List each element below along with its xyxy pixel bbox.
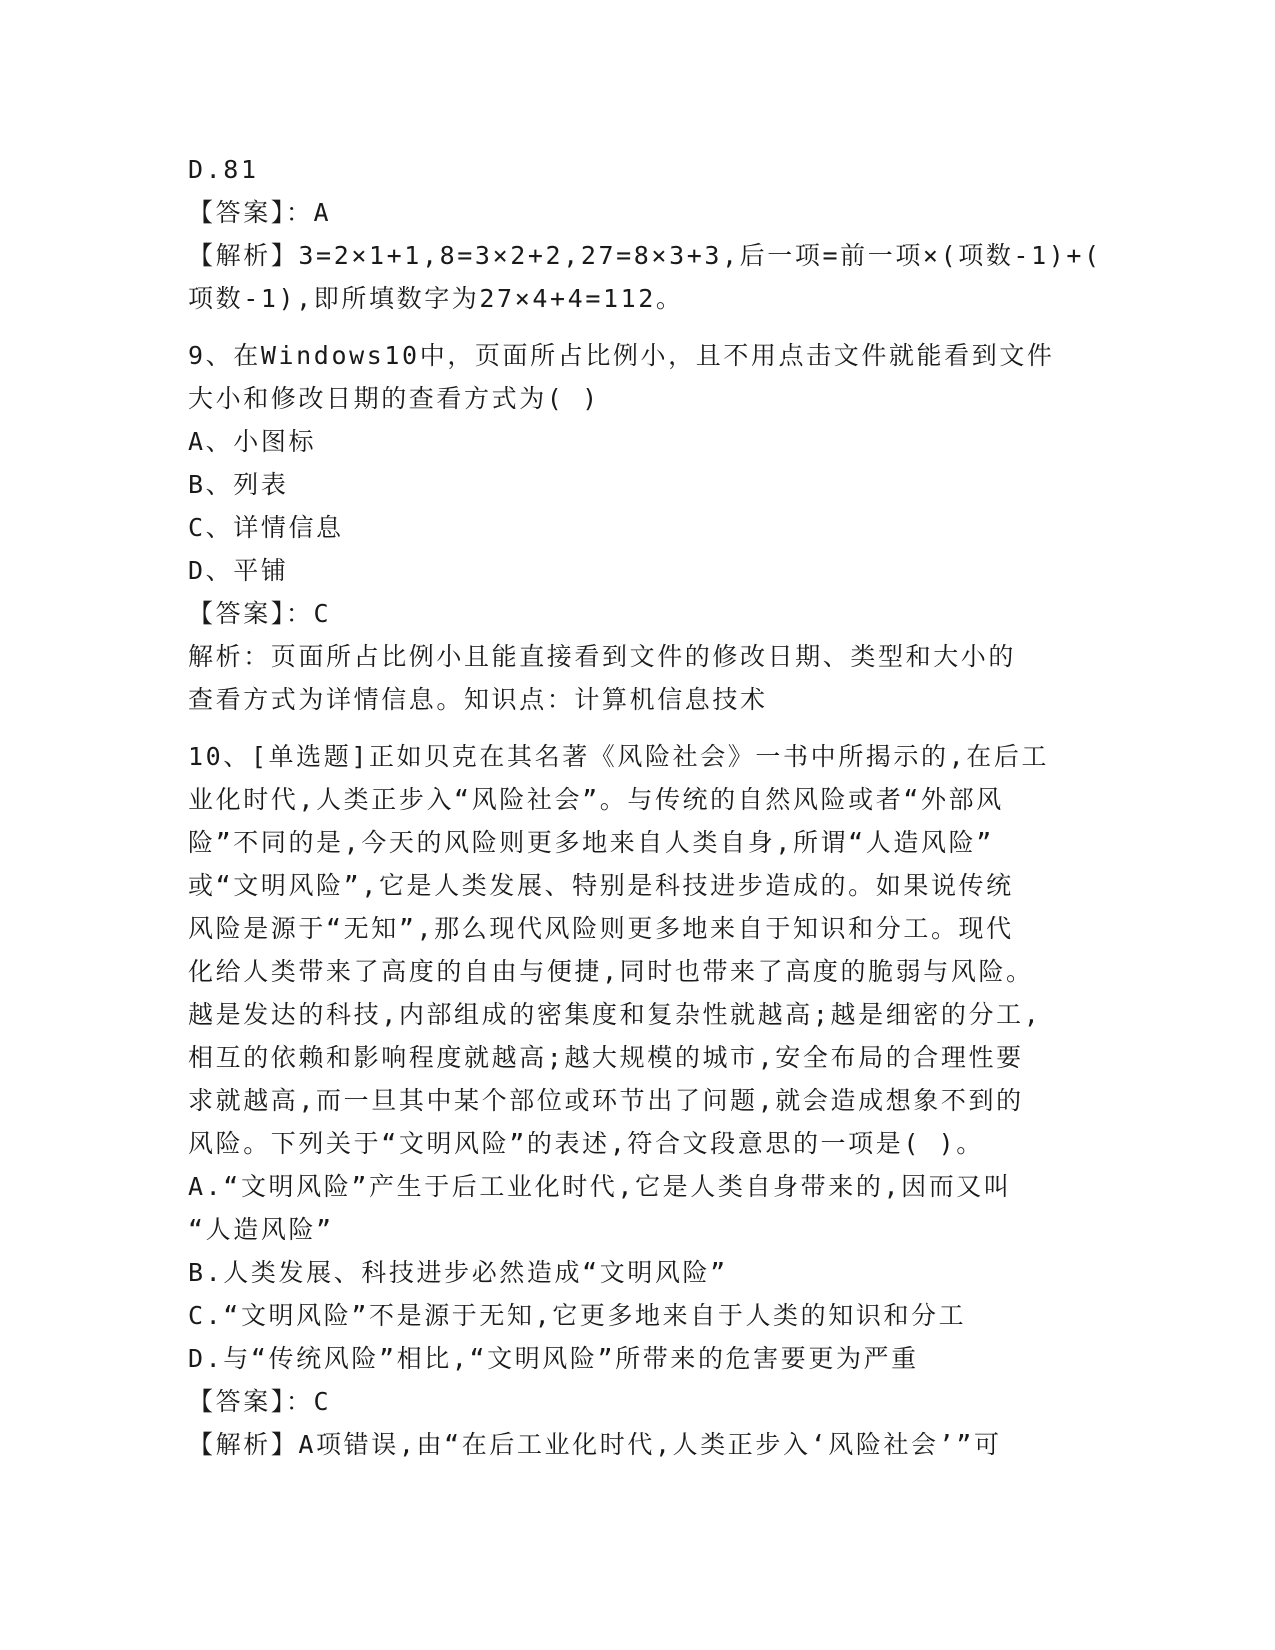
q10-option-a-line-2: “人造风险”: [188, 1215, 334, 1244]
q9-analysis-line-2: 查看方式为详情信息。知识点：计算机信息技术: [188, 685, 768, 714]
q8-option-d: D.81: [188, 155, 259, 184]
q9-stem-line-2: 大小和修改日期的查看方式为( ): [188, 384, 600, 413]
q10-stem-line-5: 风险是源于“无知”,那么现代风险则更多地来自于知识和分工。现代: [188, 914, 1014, 943]
q9-answer: 【答案】：C: [188, 599, 332, 628]
q10-stem-line-7: 越是发达的科技,内部组成的密集度和复杂性就越高;越是细密的分工,: [188, 1000, 1042, 1029]
q10-stem-line-3: 险”不同的是,今天的风险则更多地来自人类自身,所谓“人造风险”: [188, 828, 994, 857]
q9-option-d: D、平铺: [188, 556, 289, 585]
q10-stem-line-2: 业化时代,人类正步入“风险社会”。与传统的自然风险或者“外部风: [188, 785, 1004, 814]
question-8-tail: [188, 148, 1102, 320]
spacer: [188, 320, 1088, 334]
q10-stem-line-6: 化给人类带来了高度的自由与便捷,同时也带来了高度的脆弱与风险。: [188, 957, 1034, 986]
q10-option-d: D.与“传统风险”相比,“文明风险”所带来的危害要更为严重: [188, 1344, 919, 1373]
document-page: [188, 148, 1102, 1466]
q10-stem-line-4: 或“文明风险”,它是人类发展、特别是科技进步造成的。如果说传统: [188, 871, 1014, 900]
q8-answer: 【答案】：A: [188, 198, 332, 227]
question-10: [188, 735, 1088, 1466]
spacer: [188, 721, 1088, 735]
q10-option-b: B.人类发展、科技进步必然造成“文明风险”: [188, 1258, 728, 1287]
q9-option-b: B、列表: [188, 470, 289, 499]
q10-option-c: C.“文明风险”不是源于无知,它更多地来自于人类的知识和分工: [188, 1301, 967, 1330]
q10-answer: 【答案】：C: [188, 1387, 332, 1416]
question-9: [188, 334, 1088, 721]
q9-analysis-line-1: 解析：页面所占比例小且能直接看到文件的修改日期、类型和大小的: [188, 642, 1017, 671]
q8-analysis-line-1: 【解析】3=2×1+1,8=3×2+2,27=8×3+3,后一项=前一项×(项数-1)+(: [188, 241, 1102, 270]
q8-analysis-line-2: 项数-1),即所填数字为27×4+4=112。: [188, 284, 684, 313]
q9-stem-line-1: 9、在Windows10中，页面所占比例小，且不用点击文件就能看到文件: [188, 341, 1055, 370]
q10-analysis-line-1: 【解析】A项错误,由“在后工业化时代,人类正步入‘风险社会’”可: [188, 1430, 1002, 1459]
q10-stem-line-8: 相互的依赖和影响程度就越高;越大规模的城市,安全布局的合理性要: [188, 1043, 1024, 1072]
q10-stem-line-10: 风险。下列关于“文明风险”的表述,符合文段意思的一项是( )。: [188, 1129, 984, 1158]
q9-option-a: A、小图标: [188, 427, 317, 456]
q10-stem-line-9: 求就越高,而一旦其中某个部位或环节出了问题,就会造成想象不到的: [188, 1086, 1024, 1115]
q10-stem-line-1: 10、[单选题]正如贝克在其名著《风险社会》一书中所揭示的,在后工: [188, 742, 1050, 771]
q10-option-a-line-1: A.“文明风险”产生于后工业化时代,它是人类自身带来的,因而又叫: [188, 1172, 1012, 1201]
q9-option-c: C、详情信息: [188, 513, 344, 542]
